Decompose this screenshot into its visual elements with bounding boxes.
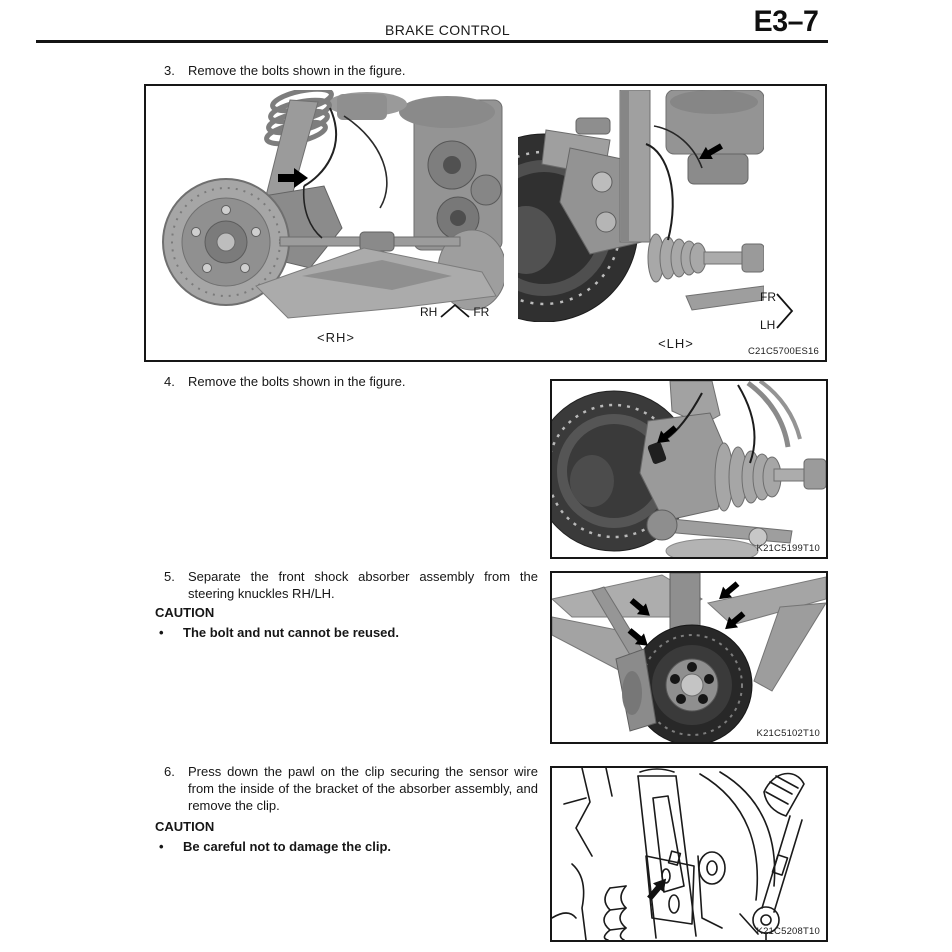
clip-removal-illustration [552, 768, 826, 940]
chevron-up-icon [439, 302, 471, 319]
step-text: Press down the pawl on the clip securing the sensor wire from the inside of the bracket of the absorber assembly, and remove the clip. [188, 764, 538, 813]
boot-ribs [604, 886, 626, 940]
direction-indicator-rh [420, 302, 489, 319]
figure-step5 [550, 571, 828, 744]
figure-overview [144, 84, 827, 362]
caution-text: Be careful not to damage the clip. [183, 839, 392, 854]
caution-item [155, 838, 543, 855]
figure-code: K21C5102T10 [756, 728, 820, 739]
step-4 [155, 373, 406, 390]
dir-rh-right-label: FR [473, 305, 490, 319]
step-number: 6. [164, 764, 175, 779]
step-3 [155, 62, 406, 79]
shock-absorber-illustration [552, 573, 826, 742]
step-text: Remove the bolts shown in the figure. [188, 63, 406, 78]
lh-suspension-illustration [518, 90, 764, 322]
rh-suspension-illustration [152, 90, 504, 334]
step-number: 5. [164, 569, 175, 584]
direction-indicator-lh [760, 288, 796, 334]
figure-code: K21C5199T10 [756, 543, 820, 554]
rh-view-label: <RH> [317, 330, 355, 345]
chevron-right-icon [776, 288, 796, 334]
step-6 [155, 763, 543, 855]
caution-label: CAUTION [155, 605, 215, 620]
figure-step4 [550, 379, 828, 559]
lh-view-label: <LH> [658, 336, 694, 351]
caution-text: The bolt and nut cannot be reused. [183, 625, 399, 640]
figure-step6 [550, 766, 828, 942]
figure-code: K21C5208T10 [756, 926, 820, 937]
caution-label: CAUTION [155, 819, 215, 834]
dir-rh-left-label: RH [420, 305, 438, 319]
bullet-icon: • [159, 625, 164, 640]
dir-lh-top-label: FR [760, 290, 776, 304]
strut-outline [638, 769, 696, 938]
caution-item [155, 624, 540, 641]
page-number: E3–7 [753, 5, 819, 38]
step-text: Remove the bolts shown in the figure. [188, 374, 406, 389]
step-number: 3. [164, 63, 175, 78]
axle-boot [764, 774, 804, 816]
step-5 [155, 568, 540, 641]
wire-clip [669, 851, 681, 865]
header-rule [36, 40, 828, 43]
bolt [596, 212, 616, 232]
step-number: 4. [164, 374, 175, 389]
stabilizer-link [740, 816, 802, 940]
bolt [592, 172, 612, 192]
bullet-icon: • [159, 839, 164, 854]
cv-boot [715, 443, 781, 511]
cv-boot [648, 234, 706, 282]
figure-code: C21C5700ES16 [747, 346, 819, 357]
step-text: Separate the front shock absorber assembly from the steering knuckles RH/LH. [188, 569, 538, 601]
knuckle-sensor-illustration [552, 381, 826, 557]
section-title: BRAKE CONTROL [385, 22, 510, 38]
dir-lh-bottom-label: LH [760, 318, 776, 332]
